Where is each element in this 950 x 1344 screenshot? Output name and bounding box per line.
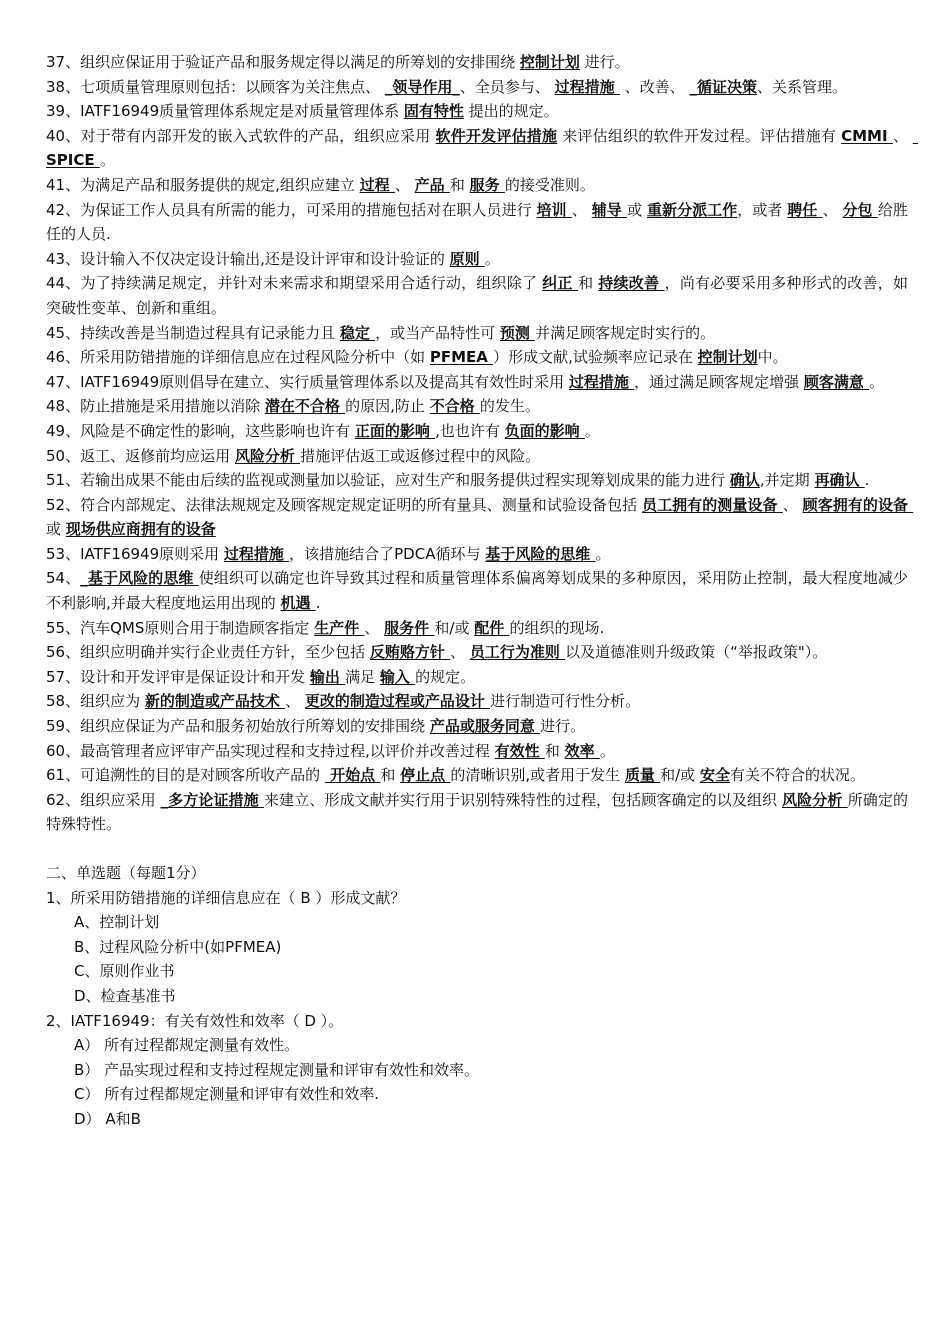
fill-in-question: 55、汽车QMS原则合用于制造顾客指定 生产件 、 服务件 和/或 配件 的组织的现场.: [46, 618, 605, 637]
answer-blank: 重新分派工作: [646, 200, 738, 219]
fill-in-question: 51、若输出成果不能由后续的监视或测量加以验证，应对生产和服务提供过程实现筹划成果的能力进行 确认,并定期 再确认 .: [46, 471, 870, 490]
mcq-option: C） 所有过程都规定测量和评审有效性和效率.: [74, 1085, 380, 1104]
answer-blank: 原则: [449, 249, 485, 268]
answer-blank: 开始点: [324, 766, 381, 785]
fill-in-question: 52、符合内部规定、法律法规规定及顾客规定规定证明的所有量具、测量和试验设备包括 员工拥有的测量设备 、 顾客拥有的设备 或 现场供应商拥有的设备: [46, 495, 914, 539]
answer-blank: 过程措施: [223, 544, 290, 563]
fill-in-question: 60、最高管理者应评审产品实现过程和支持过程,以评价并改善过程 有效性 和 效率 。: [46, 741, 615, 760]
answer-blank: 服务件: [384, 618, 435, 637]
answer-blank: 新的制造或产品技术: [144, 692, 286, 711]
section-title: 二、单选题（每题1分）: [46, 864, 206, 882]
fill-in-question: 42、为保证工作人员具有所需的能力，可采用的措施包括对在职人员进行 培训 、 辅导 或 重新分派工作，或者 聘任 、 分包 给胜任的人员.: [46, 200, 908, 244]
answer-blank: 风险分析: [234, 446, 301, 465]
section-gap: [46, 837, 908, 861]
mcq-option: A） 所有过程都规定测量有效性。: [74, 1036, 300, 1055]
answer-blank: 软件开发评估措施: [435, 126, 558, 145]
answer-blank: 分包: [842, 200, 878, 219]
fill-in-question: 49、风险是不确定性的影响，这些影响也许有 正面的影响 ,也也许有 负面的影响 。: [46, 421, 600, 440]
mcq-option: D、检查基准书: [74, 986, 176, 1005]
fill-in-question: 38、七项质量管理原则包括：以顾客为关注焦点、 _领导作用_、全员参与、 过程措施 、改善、 _循证决策、关系管理。: [46, 77, 847, 96]
multiple-choice-section: [46, 886, 908, 1132]
answer-blank: 控制计划: [519, 53, 580, 71]
fill-in-question: 58、组织应为 新的制造或产品技术 、 更改的制造过程或产品设计 进行制造可行性分析。: [46, 692, 641, 711]
fill-in-question: 57、设计和开发评审是保证设计和开发 输出 满足 输入 的规定。: [46, 667, 476, 686]
answer-blank: 预测: [499, 323, 536, 342]
fill-in-question: 40、对于带有内部开发的嵌入式软件的产品，组织应采用 软件开发评估措施 来评估组织的软件开发过程。评估措施有 CMMI 、 SPICE 。: [46, 126, 918, 170]
answer-blank: 输出: [309, 667, 346, 686]
fill-in-question: 43、设计输入不仅决定设计输出,还是设计评审和设计验证的 原则 。: [46, 249, 500, 268]
fill-in-question: 61、可追溯性的目的是对顾客所收产品的 开始点 和 停止点 的清晰识别,或者用于发生 质量 和/或 安全有关不符合的状况。: [46, 766, 865, 785]
fill-in-question: 62、组织应采用 _多方论证措施 来建立、形成文献并实行用于识别特殊特性的过程，包括顾客确定的以及组织 风险分析 所确定的特殊特性。: [46, 790, 908, 834]
answer-blank: 风险分析: [782, 790, 848, 809]
answer-blank: 安全: [699, 766, 730, 785]
mcq-option: B） 产品实现过程和支持过程规定测量和评审有效性和效率。: [74, 1060, 480, 1079]
answer-blank: 配件: [474, 618, 510, 637]
fill-in-question: 50、返工、返修前均应运用 风险分析 措施评估返工或返修过程中的风险。: [46, 446, 541, 465]
answer-blank: _基于风险的思维: [80, 569, 199, 588]
answer-blank: 基于风险的思维: [485, 544, 596, 563]
answer-blank: 控制计划: [697, 348, 758, 367]
answer-blank: 顾客满意: [803, 372, 870, 391]
answer-blank: SPICE: [46, 126, 918, 170]
answer-blank: 现场供应商拥有的设备: [65, 520, 216, 539]
mcq-option: B、过程风险分析中(如PFMEA): [74, 937, 282, 956]
mcq-question: 1、所采用防错措施的详细信息应在（ B ）形成文献？: [46, 888, 406, 907]
fill-in-question: 37、组织应保证用于验证产品和服务规定得以满足的所筹划的安排围绕 控制计划 进行。: [46, 53, 630, 71]
fill-in-question: 47、IATF16949原则倡导在建立、实行质量管理体系以及提高其有效性时采用 过程措施 ，通过满足顾客规定增强 顾客满意 。: [46, 372, 885, 391]
answer-blank: 员工拥有的测量设备: [642, 495, 783, 514]
answer-blank: 有效性: [494, 741, 545, 760]
answer-blank: PFMEA: [429, 348, 494, 367]
answer-blank: 停止点: [400, 766, 451, 785]
fill-in-question: 45、持续改善是当制造过程具有记录能力且 稳定 ，或当产品特性可 预测 并满足顾客规定时实行的。: [46, 323, 716, 342]
fill-in-question: 59、组织应保证为产品和服务初始放行所筹划的安排围绕 产品或服务同意 进行。: [46, 717, 586, 736]
answer-blank: _循证决策: [689, 77, 757, 96]
answer-blank: 机遇: [280, 594, 316, 613]
answer-blank: 质量: [624, 766, 661, 785]
document-content: [46, 50, 918, 1132]
answer-blank: 顾客拥有的设备: [802, 495, 914, 514]
answer-blank: 不合格: [429, 397, 480, 416]
fill-in-question: 39、IATF16949质量管理体系规定是对质量管理体系 固有特性 提出的规定。: [46, 102, 559, 121]
answer-blank: 潜在不合格: [264, 397, 346, 416]
answer-blank: 更改的制造过程或产品设计: [304, 692, 491, 711]
answer-blank: 持续改善: [598, 274, 665, 293]
answer-blank: 负面的影响: [504, 421, 585, 440]
answer-blank: 正面的影响: [354, 421, 436, 440]
answer-blank: 员工行为准则: [469, 643, 566, 662]
answer-blank: 固有特性: [403, 102, 464, 121]
fill-in-question: 54、_基于风险的思维 使组织可以确定也许导致其过程和质量管理体系偏离筹划成果的多种原因，采用防止控制，最大程度地减少不利影响,并最大程度地运用出现的 机遇 .: [46, 569, 908, 613]
answer-blank: 稳定: [339, 323, 376, 342]
fill-in-question: 41、为满足产品和服务提供的规定,组织应建立 过程 、 产品 和 服务 的接受准则。: [46, 175, 595, 194]
answer-blank: _多方论证措施: [160, 790, 265, 809]
answer-blank: 过程: [359, 175, 395, 194]
answer-blank: 输入: [379, 667, 416, 686]
answer-blank: _领导作用_: [384, 77, 460, 96]
answer-blank: 培训: [536, 200, 572, 219]
answer-blank: 反贿赂方针: [369, 643, 451, 662]
fill-in-question: 53、IATF16949原则采用 过程措施 ，该措施结合了PDCA循环与 基于风险的思维 。: [46, 544, 611, 563]
answer-blank: 效率: [564, 741, 600, 760]
fill-in-question: 44、为了持续满足规定，并针对未来需求和期望采用合适行动，组织除了 纠正 和 持续改善 ，尚有必要采用多种形式的改善，如突破性变革、创新和重组。: [46, 274, 908, 317]
mcq-option: C、原则作业书: [74, 962, 175, 981]
answer-blank: 产品: [414, 175, 450, 194]
answer-blank: 过程措施: [554, 77, 620, 96]
fill-in-question: 46、所采用防错措施的详细信息应在过程风险分析中（如 PFMEA ）形成文献,试验频率应记录在 控制计划中。: [46, 348, 788, 367]
fill-in-section: [46, 50, 918, 837]
answer-blank: 过程措施: [568, 372, 635, 391]
answer-blank: 确认: [729, 471, 760, 490]
fill-in-question: 56、组织应明确并实行企业责任方针，至少包括 反贿赂方针 、 员工行为准则 以及道德准则升级政策（“举报政策"）。: [46, 643, 828, 662]
answer-blank: 纠正: [542, 274, 579, 293]
answer-blank: CMMI: [841, 126, 893, 145]
mcq-question: 2、IATF16949：有关有效性和效率（ D ）。: [46, 1011, 344, 1030]
mcq-option: D） A和B: [74, 1109, 141, 1128]
fill-in-question: 48、防止措施是采用措施以消除 潜在不合格 的原因,防止 不合格 的发生。: [46, 397, 540, 416]
mcq-option: A、控制计划: [74, 913, 160, 932]
answer-blank: 再确认: [814, 471, 865, 490]
answer-blank: 产品或服务同意: [429, 717, 541, 736]
answer-blank: 服务: [469, 175, 505, 194]
answer-blank: 生产件: [314, 618, 365, 637]
answer-blank: 辅导: [591, 200, 628, 219]
answer-blank: 聘任: [787, 200, 823, 219]
